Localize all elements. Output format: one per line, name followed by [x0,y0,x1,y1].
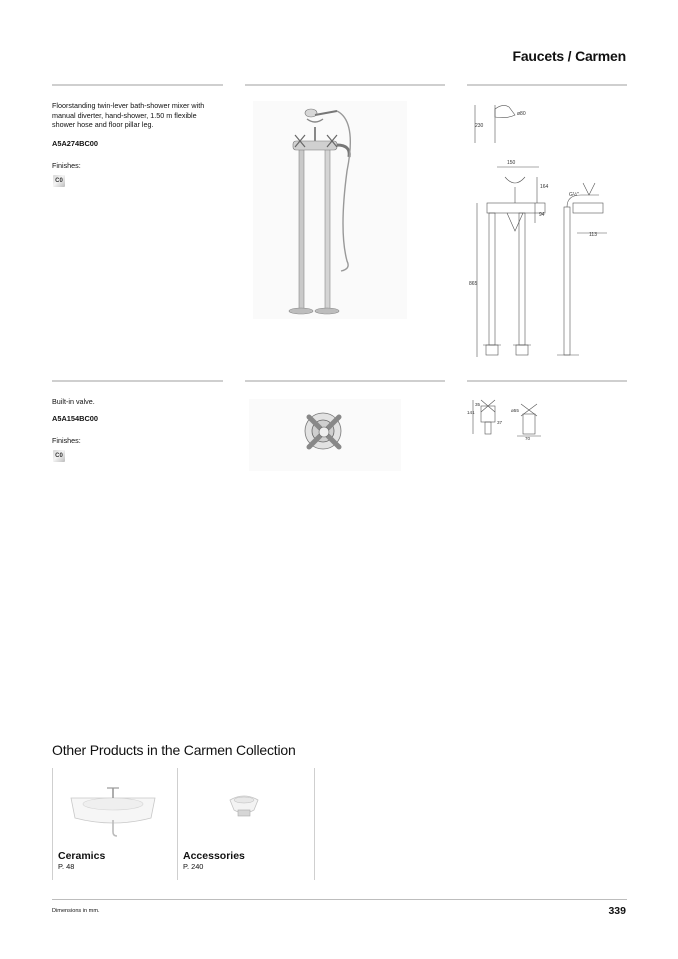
card-page-ref: P. 240 [183,862,204,871]
page-title: Faucets / Carmen [512,48,626,64]
card-title[interactable]: Accessories [183,850,245,862]
dimension-label: ø80 [517,111,526,117]
product-code: A5A274BC00 [52,139,99,148]
divider [245,380,445,382]
technical-drawing-floorstanding-mixer [467,95,627,367]
divider [467,380,627,382]
page-number: 339 [608,905,626,917]
product-image-floorstanding-mixer [245,97,445,325]
divider [467,84,627,86]
floorstanding-mixer-illustration [245,97,445,325]
technical-drawing-built-in-valve [467,394,547,440]
finish-swatch-chrome: C0 [53,175,65,187]
product-image-built-in-valve [245,397,405,473]
dimension-label: 113 [589,232,597,238]
divider [52,380,223,382]
divider [52,84,223,86]
collection-card-ceramics[interactable] [53,768,177,880]
finish-swatch-chrome: C0 [53,450,65,462]
product-description: Floorstanding twin-lever bath-shower mixer with manual diverter, hand-shower, 1.50 m flexible shower hose and floor pillar leg. [52,101,205,130]
divider [314,768,315,880]
dimension-label: 865 [469,281,478,287]
footnote: Dimensions in mm. [52,908,100,914]
finishes-label: Finishes: [52,436,81,445]
dimension-label: 141 [467,410,475,415]
dimension-label: ø55 [511,408,519,413]
basin-image [65,782,161,843]
soap-dish-image [222,786,266,827]
dimension-label: 37 [497,420,503,425]
dimension-label: 94 [539,212,545,218]
finishes-label: Finishes: [52,161,81,170]
divider [245,84,445,86]
card-title[interactable]: Ceramics [58,850,106,862]
collection-card-accessories[interactable] [178,768,314,880]
dimension-label: 70 [525,436,531,440]
card-page-ref: P. 48 [58,862,75,871]
product-description: Built-in valve. [52,397,95,406]
dimension-label: 35 [475,402,481,407]
dimension-label: 164 [540,184,549,190]
dimension-label: 150 [507,160,516,166]
dimension-label: 230 [475,123,484,129]
dimension-label: G½" [569,192,579,198]
section-title: Other Products in the Carmen Collection [52,742,296,758]
product-code: A5A154BC00 [52,414,99,423]
footer-divider [52,899,627,900]
